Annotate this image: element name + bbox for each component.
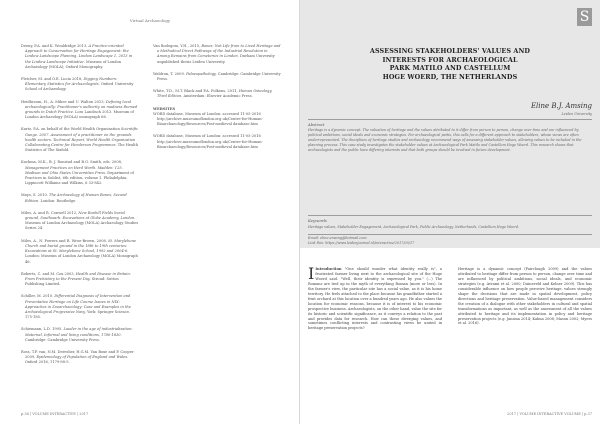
reference-publisher: Stroud: Sutton Publishing Limited.: [25, 276, 119, 287]
reference-authors: Deeny, P.A. and K. Wouldridge 2013,: [21, 44, 88, 48]
body-text-column-2: Heritage is a dynamic concept (Fairclough 2009) and the values attributed to heritage differ from person to person, change over time and are influenced by political ambitions, social ideals, and economic strategies (e.g. Avrami et al. 2000; Duineveld and Kelner 2009). This has considerable influence on how people perceive heritage, values strongly shape the decisions that are made in spatial development, policy directions and heritage preservation. Value-based management considers the creation of a dialogue with other stakeholders in cultural and spatial transformations as important, as well as the assessment of all the values attributed to heritage and its implementation in policy and heritage preservation projects (e.g. Jansma 2014; Kalma 2008; Mason 2002; Myers et al. 2016).: [458, 267, 592, 326]
reference-entry: [21, 100, 139, 121]
reference-authors: Miles, A. and R. Conwell 2012,: [21, 210, 78, 215]
reference-entry: [21, 44, 139, 70]
author-email: Email: eline.amsing@hotmail.com: [308, 236, 367, 240]
reference-authors: Kurtz, P.A. on behalf of the World Health Organisation: [21, 127, 120, 132]
website-entry[interactable]: WORD database, Museum of London: accessed 11-05-2016 http://archive.museumoflondon.org.uk/Centre-for-Human-Bioarchaeology/Resources/Post-medieval database.htm: [153, 134, 263, 149]
reference-title: Human Osteology, Third Edition.: [157, 89, 273, 99]
article-header-panel: [300, 0, 600, 248]
reference-publisher: The Health Statistics of The Sixfold.: [25, 143, 139, 153]
introduction-text: "One should wonder what identity really is", a frustrated farmer living next to the archaeological site of the Hoge Woerd said. "Well, their identity is expressed by you." (...) The Romans are tied up in the myth of everything Roman (more or less). In the farmer's view, the particular site has a social value, as it is his home territory. He feels attached to the place because his grandfather started a fruit orchard at this location over a hundred years ago. He also values the location for economic reasons, because it is of interest to his economic prospective business. Archaeologists, on the other hand, value the site for its historic and scientific significance, as it conveys a relation to the past and provides data for research. How can these diverging values, and sometimes conflicting interests and contrasting views be united in heritage preservation projects?: [308, 267, 442, 331]
reference-publisher: Department of Practices in Sublist, 6th edition, volume 1. Philadelphia: Lippincott Williams and Wilkins, 6 33-842.: [25, 170, 134, 186]
reference-entry: [21, 239, 139, 265]
reference-entry: [21, 127, 139, 153]
reference-authors: Waldron, T. 2009.: [153, 71, 185, 76]
reference-publisher: Cambridge: Cambridge University Press.: [157, 71, 281, 82]
reference-publisher: York: Springer Science. 175-185.: [25, 309, 131, 320]
reference-title: Epidemiology of Population of England and Wales.: [36, 355, 129, 360]
right-page: [300, 0, 600, 424]
abstract-label: Abstract: [308, 122, 325, 127]
left-page-footer: p.36 | VOLUME INTERACTIVE | 2017: [21, 412, 89, 416]
reference-publisher: Museum of London Archaeology (MOLA) Archaeology Studies Series 24.: [25, 221, 139, 231]
reference-publisher: Amsterdam: Elsevier Academic Press.: [183, 94, 253, 99]
reference-publisher: Oxford 2016, 1179-88-5.: [25, 360, 70, 365]
references-column-2: [153, 44, 281, 157]
reference-title: Bones: Not Life from to Lived Heritage and a Methodical Direct Pathways of the Industrial Revolution in Among Remains from Cemeteries in London.: [157, 44, 281, 59]
divider: [308, 119, 592, 120]
right-page-footer: 2017 | VOLUME INTERACTIVE VOLUME | p.37: [507, 412, 592, 416]
reference-title: The Archaeology of Human Bones, Second Edition.: [25, 193, 127, 203]
article-title: [322, 47, 578, 81]
references-list-2: [153, 44, 281, 100]
reference-authors: Schiller, M. 2010.: [21, 294, 54, 299]
reference-title: Differential Diagnosis of Intervention and Preventative Heritage on Life Course Issues in NIX: Approaches in Zooarchaeology: Case and Examples in the Archaeological Progressive Navy.: [25, 294, 131, 314]
reference-entry: [21, 211, 139, 232]
reference-publisher: London: Museum of London Archaeology (MOLA) Monograph 46.: [25, 254, 138, 264]
references-column-1: [21, 44, 139, 373]
reference-title: Defining local archaeologically: Practitioner's authority on madness themed grounds in Dutch Practice.: [25, 99, 138, 115]
article-title-line: ASSESSING STAKEHOLDERS' VALUES AND: [369, 47, 531, 55]
divider: [308, 234, 592, 235]
body-column-1: [308, 264, 442, 331]
reference-title: A Practice-oriented Approach to Conservation for Heritage Engagement: the Lindow Landscape Planning, Lindow Landscape 1, 2013 in the Lindow Landscape Initiative.: [25, 44, 133, 64]
reference-entry: [21, 294, 139, 320]
reference-entry: [153, 72, 281, 82]
reference-title: St. Marylebone Church and burial ground in the 18th to 19th centuries: Excavations at St. Marylebone School, 1992 and 2004-6.: [25, 238, 137, 254]
introduction-heading: Introduction: [315, 267, 342, 271]
reference-authors: Kuchma, M.K., B. J. Ronstad and B.G. Smith, eds. 2008,: [21, 160, 123, 165]
reference-publisher: London: Routledge.: [40, 198, 77, 203]
article-title-line: INTERESTS FOR ARCHAEOLOGICAL: [382, 55, 518, 64]
running-head: Virtual Archaeology: [129, 18, 171, 23]
websites-list: [153, 112, 281, 150]
reference-publisher: Cambridge: Cambridge University Press.: [25, 337, 100, 342]
reference-title: Health and Disease in Britain: From Prehistory to the Present Day.: [25, 271, 131, 281]
reference-title: Digging Numbers: Elementary Statistics for Archaeologists.: [25, 77, 118, 87]
reference-entry: [21, 272, 139, 288]
abstract-text: Heritage is a dynamic concept. The valuation of heritage and the values attributed to it differ from person to person, change over time and are influenced by political ambitions, social ideals and economic strategies. For archaeological parks, this calls for a different approach to stakeholders, whose views are often underrepresented. The disciplines of heritage studies and archaeology recommend ways of assessing stakeholder values, allowing values to be included in the planning process. This case study investigates the stakeholder values at Archaeological Park Matilo and Castellum Hoge Woerd. This research shows that archaeologists and the public have differing interests and that both groups should be involved in future development.: [308, 128, 582, 152]
reference-title: Scientific Gunge. 2007. Assessment of a practitioner on the grounds health sectors. Technical Report, World Health Organization Collaborating Centre for Henderson Programmes.: [25, 127, 139, 148]
reference-entry: [153, 44, 281, 65]
reference-entry: [21, 160, 139, 186]
reference-authors: Miles, A., N. Powers and R. Wroe-Brown, 2008,: [21, 238, 107, 243]
article-link[interactable]: Link this: https://www.leidenjournal.nl/interactive/2017/05/17: [308, 241, 415, 245]
reference-title: Lauder in the age of industrialisation: Maternal, Informal and living conditions, 1780-1830.: [25, 327, 133, 337]
reference-entry: [21, 350, 139, 366]
author-name: Eline B.J. Amsing: [530, 102, 592, 110]
reference-publisher: Durham University unpublished thesis Leiden University.: [157, 54, 275, 64]
reference-entry: [21, 77, 139, 93]
reference-authors: Fletcher, M. and O.E. Lucia 2018,: [21, 77, 83, 82]
article-title-line: PARK MATILO AND CASTELLUM: [389, 64, 511, 73]
journal-logo: [577, 8, 592, 26]
drop-cap: I: [308, 264, 315, 283]
journal-logo-glyph: S: [579, 9, 590, 25]
reference-title: Management Practices on Herd Worth. Madden: 125. Madison and Ohio States Universities Press.: [25, 165, 123, 175]
reference-authors: Van Bodegom, Y.H., 2015,: [153, 44, 201, 48]
reference-entry: [21, 327, 139, 343]
reference-authors: White, T.D., M.T. Black and P.A. Folkens, 2011,: [153, 89, 238, 94]
reference-entry: [21, 193, 139, 203]
reference-entry: [153, 89, 281, 99]
keywords-text: Heritage values, Stakeholder Engagement, Archaeological Park, Public Archaeology, Netherlands, Castellum Hoge Woerd.: [308, 225, 520, 229]
reference-publisher: Oxford University School of Archaeology.: [25, 82, 134, 92]
reference-title: Palaeopathology.: [186, 71, 217, 76]
reference-authors: Ross, T.P. van, N.M. Deresher, H.G.M. Van Boxe and P. Cooper 2009,: [21, 349, 134, 360]
reference-authors: Schiemann, L.D. 1995.: [21, 327, 63, 332]
body-column-2: [458, 267, 592, 326]
divider: [308, 215, 592, 216]
reference-title: New Bunhill Fields burial ground, Southwark: Excavations at Globe Academy, London.: [25, 210, 136, 221]
keywords-label: Keywords: [308, 218, 327, 223]
author-affiliation: Leiden University: [561, 112, 592, 116]
article-title-line: HOGE WOERD, THE NETHERLANDS: [382, 72, 518, 81]
reference-authors: Mays, S. 2010.: [21, 193, 48, 198]
reference-authors: Roberts, C. and M. Cox 2003,: [21, 271, 75, 276]
website-entry[interactable]: WORD database, Museum of London: accessed 11-05-2016 http://archive.museumoflondon.org.uk/Centre-for-Human-Bioarchaeology/Resources/Post-medieval database.htm: [153, 111, 263, 127]
reference-publisher: Loss Landisch 2013. Museum of London Archaeology (MOLA) monograph 66.: [25, 110, 134, 120]
websites-heading: WEBSITES: [153, 106, 176, 111]
reference-authors: Heidbroom, H., A. Mihee and U. Walton 2013,: [21, 99, 105, 104]
reference-publisher: Museum of London Archaeology (MOLA); Oxford Monography.: [25, 59, 122, 69]
